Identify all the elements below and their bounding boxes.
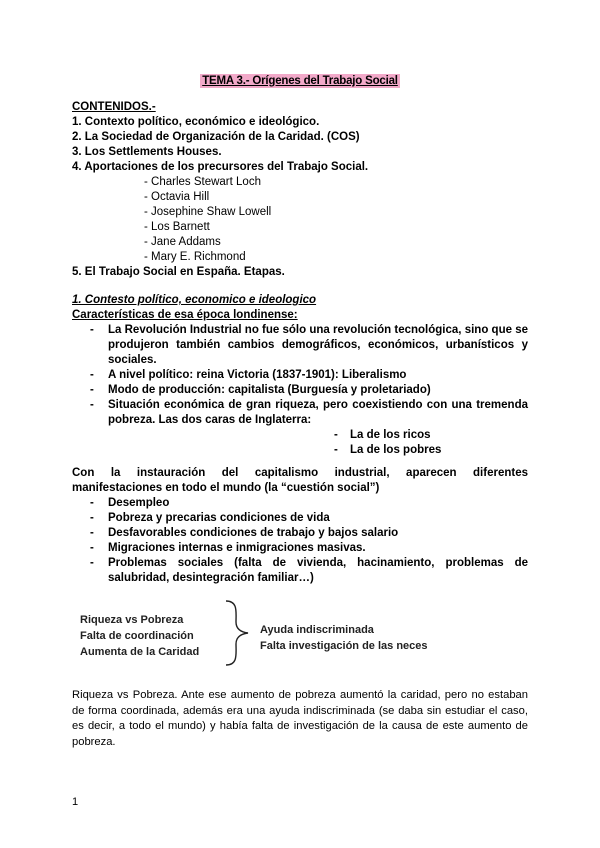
list-item	[72, 368, 528, 383]
section-1-subheading: Características de esa época londinense:	[72, 309, 298, 321]
diagram-left-column	[80, 612, 199, 660]
list-item	[72, 541, 528, 556]
list-item-text: Pobreza y precarias condiciones de vida	[108, 512, 330, 524]
document-title: TEMA 3.- Orígenes del Trabajo Social	[202, 75, 398, 87]
list-item-text: Problemas sociales (falta de vivienda, hacinamiento, problemas de salubridad, desintegración familiar…)	[108, 557, 528, 584]
list-item	[72, 496, 528, 511]
diagram-right-column	[260, 622, 428, 654]
page-number: 1	[72, 796, 79, 808]
section-2	[72, 466, 528, 586]
section-1	[72, 293, 528, 458]
contents-item-5: 5. El Trabajo Social en España. Etapas.	[72, 266, 285, 278]
diagram-right-line: Falta investigación de las neces	[260, 640, 428, 652]
list-item	[72, 323, 528, 368]
contents-item-3: 3. Los Settlements Houses.	[72, 146, 222, 158]
dash-marker: -	[334, 429, 338, 441]
precursor-item: - Charles Stewart Loch	[144, 176, 261, 188]
list-item	[72, 398, 528, 458]
section-1-heading: 1. Contesto político, economico e ideologico	[72, 294, 317, 306]
nested-item	[108, 443, 528, 458]
list-item-text: La Revolución Industrial no fue sólo una revolución tecnológica, sino que se produjeron también cambios demográficos, económicos, urbanísticos y sociales.	[108, 324, 528, 366]
precursor-item: - Mary E. Richmond	[144, 251, 246, 263]
contents-item-1: 1. Contexto político, económico e ideológico.	[72, 116, 320, 128]
diagram-right-line: Ayuda indiscriminada	[260, 624, 374, 636]
dash-marker: -	[90, 497, 94, 509]
section-2-bullets	[72, 496, 528, 586]
dash-marker: -	[90, 542, 94, 554]
section-2-intro: Con la instauración del capitalismo industrial, aparecen diferentes manifestaciones en todo el mundo (la “cuestión social”)	[72, 467, 528, 494]
dash-marker: -	[90, 512, 94, 524]
list-item-text: A nivel político: reina Victoria (1837-1901): Liberalismo	[108, 369, 407, 381]
contents-item-2: 2. La Sociedad de Organización de la Caridad. (COS)	[72, 131, 360, 143]
nested-item	[108, 428, 528, 443]
contents-heading: CONTENIDOS.-	[72, 101, 156, 113]
list-item-text: Migraciones internas e inmigraciones masivas.	[108, 542, 366, 554]
list-item-text: Situación económica de gran riqueza, pero coexistiendo con una tremenda pobreza. Las dos caras de Inglaterra:	[108, 399, 528, 426]
body-paragraph: Riqueza vs Pobreza. Ante ese aumento de pobreza aumentó la caridad, pero no estaban de forma coordinada, además era una ayuda indiscriminada (se daba sin estudiar el caso, es decir, a todo el mundo) y había falta de investigación de la causa de este aumento de pobreza.	[72, 689, 528, 748]
list-item	[72, 511, 528, 526]
dash-marker: -	[90, 399, 94, 411]
diagram-left-line: Aumenta de la Caridad	[80, 646, 200, 658]
handwritten-diagram	[72, 598, 452, 668]
list-item-text: Desfavorables condiciones de trabajo y bajos salario	[108, 527, 399, 539]
nested-item-text: La de los ricos	[350, 429, 431, 441]
list-item-text: Desempleo	[108, 497, 170, 509]
precursor-item: - Jane Addams	[144, 236, 221, 248]
diagram-left-line: Falta de coordinación	[80, 630, 194, 642]
dash-marker: -	[334, 444, 338, 456]
section-1-bullets	[72, 323, 528, 458]
title-wrap	[0, 71, 600, 89]
precursor-item: - Los Barnett	[144, 221, 210, 233]
curly-brace-icon	[222, 598, 252, 668]
precursor-list	[72, 175, 532, 265]
nested-item-text: La de los pobres	[350, 444, 442, 456]
list-item	[72, 383, 528, 398]
dash-marker: -	[90, 369, 94, 381]
diagram-left-line: Riqueza vs Pobreza	[80, 614, 184, 626]
list-item-text: Modo de producción: capitalista (Burguesía y proletariado)	[108, 384, 431, 396]
dash-marker: -	[90, 384, 94, 396]
dash-marker: -	[90, 527, 94, 539]
nested-list	[108, 428, 528, 458]
dash-marker: -	[90, 557, 94, 569]
precursor-item: - Octavia Hill	[144, 191, 210, 203]
contents-item-4: 4. Aportaciones de los precursores del Trabajo Social.	[72, 161, 369, 173]
list-item	[72, 556, 528, 586]
list-item	[72, 526, 528, 541]
dash-marker: -	[90, 324, 94, 336]
precursor-item: - Josephine Shaw Lowell	[144, 206, 272, 218]
contents-section	[72, 100, 532, 280]
